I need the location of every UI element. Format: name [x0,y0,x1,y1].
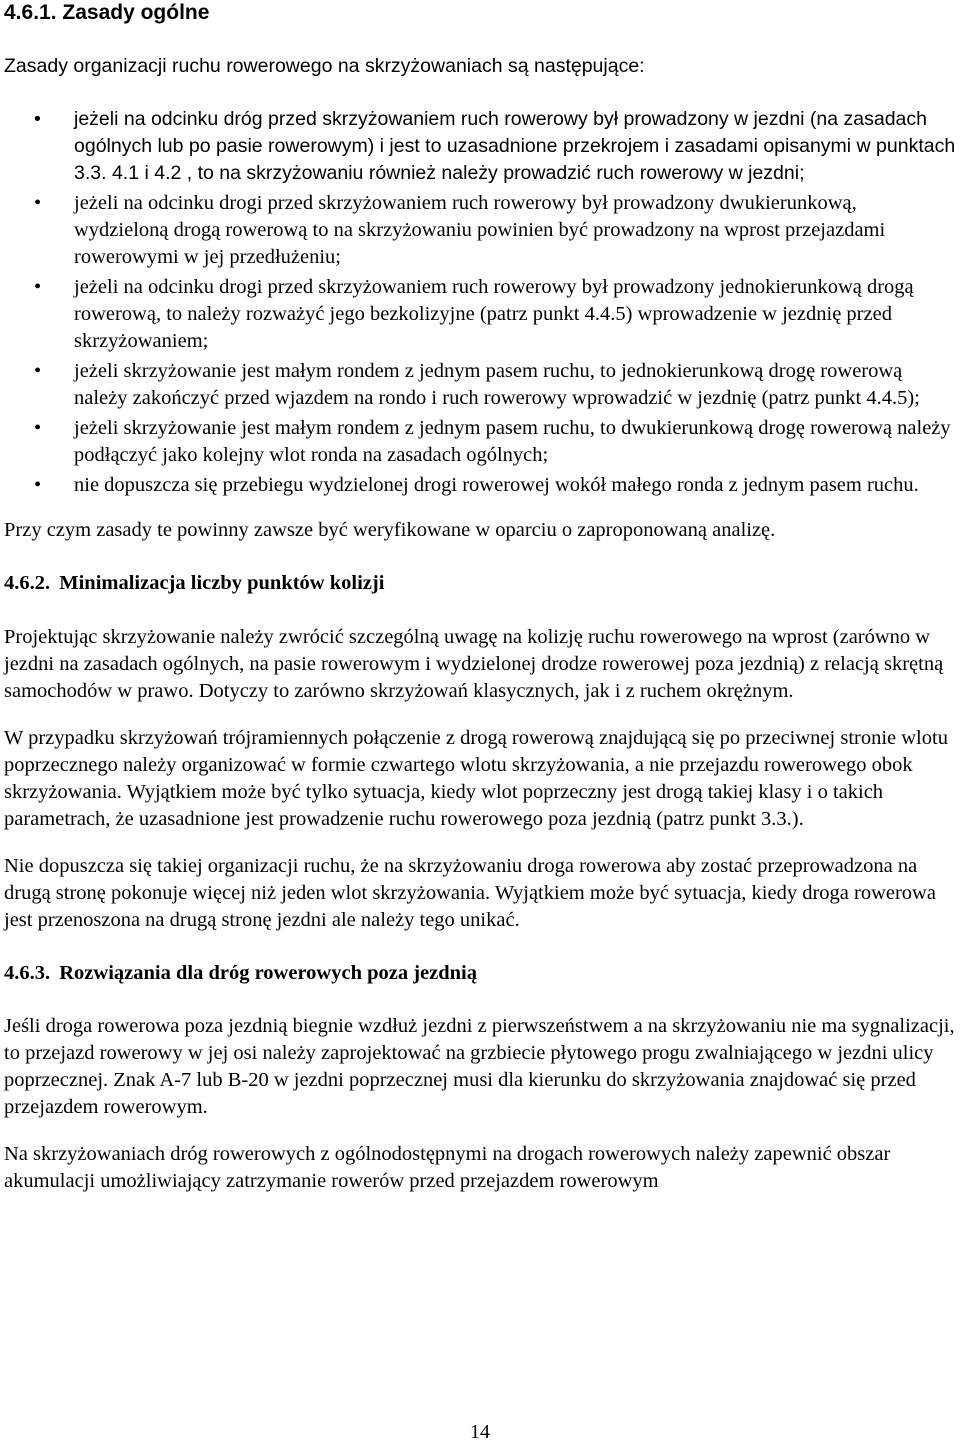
bullet-icon: • [34,360,42,382]
section-number: 4.6.1. [4,1,57,24]
closing-paragraph: Przy czym zasady te powinny zawsze być weryfikowane w oparciu o zaproponowaną analizę. [4,519,776,541]
bullet-icon: • [34,192,42,214]
section-title: Zasady ogólne [62,1,210,24]
section-title: Rozwiązania dla dróg rowerowych poza jezdnią [59,962,478,984]
section-number: 4.6.3. [4,962,51,984]
list-item [4,274,956,355]
document-page [4,0,956,1195]
list-item [4,358,956,412]
list-item [4,106,956,187]
intro-paragraph: Zasady organizacji ruchu rowerowego na skrzyżowaniach są następujące: [4,55,645,77]
body-paragraph: W przypadku skrzyżowań trójramiennych połączenie z drogą rowerową znajdującą się po przeciwnej stronie wlotu poprzecznego należy organizować w formie czwartego wlotu skrzyżowania, a nie przejazdu rowerowego obok skrzyżowania. Wyjątkiem może być tylko sytuacja, kiedy wlot poprzeczny jest drogą takiej klasy i o takich parametrach, że uzasadnione jest prowadzenie ruchu rowerowego poza jezdnią (patrz punkt 3.3.). [4,727,948,830]
list-item-text: nie dopuszcza się przebiegu wydzielonej drogi rowerowej wokół małego ronda z jednym pasem ruchu. [74,474,919,496]
section-number: 4.6.2. [4,572,51,594]
body-paragraph: Jeśli droga rowerowa poza jezdnią biegnie wzdłuż jezdni z pierwszeństwem a na skrzyżowaniu nie ma sygnalizacji, to przejazd rowerowy w jej osi należy zaprojektować na grzbiecie płytowego progu zwalniającego w jezdni ulicy poprzecznej. Znak A-7 lub B-20 w jezdni poprzecznej musi dla kierunku do skrzyżowania znajdować się przed przejazdem rowerowym. [4,1015,955,1118]
section-heading-4-6-3 [4,960,956,987]
list-item [4,472,956,499]
list-item-text: jeżeli na odcinku drogi przed skrzyżowaniem ruch rowerowy był prowadzony jednokierunkową drogą rowerową, to należy rozważyć jego bezkolizyjne (patrz punkt 4.4.5) wprowadzenie w jezdnię przed skrzyżowaniem; [74,276,914,352]
list-item-text: jeżeli skrzyżowanie jest małym rondem z jednym pasem ruchu, to jednokierunkową drogę rowerową należy zakończyć przed wjazdem na rondo i ruch rowerowy wprowadzić w jezdnię (patrz punkt 4.4.5); [74,360,920,409]
body-paragraph: Nie dopuszcza się takiej organizacji ruchu, że na skrzyżowaniu droga rowerowa aby zostać przeprowadzona na drugą stronę pokonuje więcej niż jeden wlot skrzyżowania. Wyjątkiem może być sytuacja, kiedy droga rowerowa jest przenoszona na drugą stronę jezdni ale należy tego unikać. [4,855,936,931]
list-item [4,190,956,271]
list-item-text: jeżeli na odcinku drogi przed skrzyżowaniem ruch rowerowy był prowadzony dwukierunkową, wydzieloną drogą rowerową to na skrzyżowaniu powinien być prowadzony na wprost przejazdami rowerowymi w jej przedłużeniu; [74,192,886,268]
body-paragraph: Projektując skrzyżowanie należy zwrócić szczególną uwagę na kolizję ruchu rowerowego na wprost (zarówno w jezdni na zasadach ogólnych, na pasie rowerowym i wydzielonej drodze rowerowej poza jezdnią) z relacją skrętną samochodów w prawo. Dotyczy to zarówno skrzyżowań klasycznych, jak i z ruchem okrężnym. [4,626,944,702]
page-number: 14 [470,1421,490,1443]
list-item-text: jeżeli skrzyżowanie jest małym rondem z jednym pasem ruchu, to dwukierunkową drogę rowerową należy podłączyć jako kolejny wlot ronda na zasadach ogólnych; [74,417,951,466]
bullet-icon: • [34,276,42,298]
bullet-icon: • [34,474,42,496]
section-heading-4-6-2 [4,570,956,597]
body-paragraph: Na skrzyżowaniach dróg rowerowych z ogólnodostępnymi na drogach rowerowych należy zapewnić obszar akumulacji umożliwiający zatrzymanie rowerów przed przejazdem rowerowym [4,1143,891,1192]
rules-list [4,106,956,499]
bullet-icon: • [34,108,41,130]
list-item-text: jeżeli na odcinku dróg przed skrzyżowaniem ruch rowerowy był prowadzony w jezdni (na zasadach ogólnych lub po pasie rowerowym) i jest to uzasadnione przekrojem i zasadami opisanymi w punktach 3.3. 4.1 i 4.2 , to na skrzyżowaniu również należy prowadzić ruch rowerowy w jezdni; [74,108,956,184]
section-title: Minimalizacja liczby punktów kolizji [59,572,385,594]
bullet-icon: • [34,417,42,439]
list-item [4,415,956,469]
section-heading-4-6-1 [4,0,956,25]
